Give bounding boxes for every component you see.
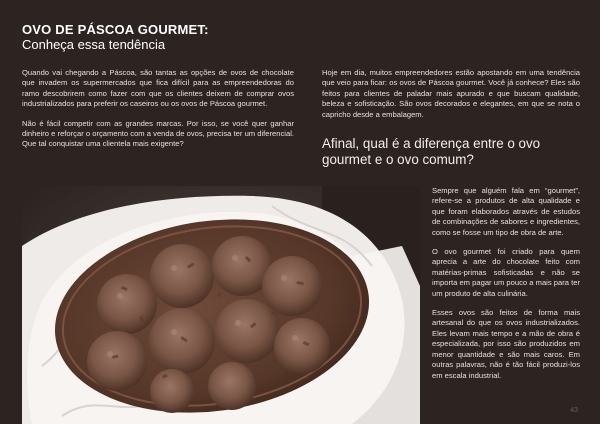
title-line-2: Conheça essa tendência [22,37,166,52]
left-paragraph-1: Quando vai chegando a Páscoa, são tantas as opções de ovos de chocolate que invadem os supermercados que fica difícil para as empreendedoras do ramo descobrirem como fazer com que os clientes deixem de comprar ovos industrializados para preferir os caseiros ou os ovos de Páscoa gourmet. [22,68,294,109]
right-paragraph-1: Hoje em dia, muitos empreendedores estão apostando em uma tendência que veio para ficar: os ovos de Páscoa gourmet. Você já conhece? Eles são feitos para clientes de paladar mais apurado e que buscam qualidade, beleza e sofisticação. São ovos decorados e elegantes, em que se nota o capricho desde a embalagem. [322,68,580,119]
left-paragraph-2: Não é fácil competir com as grandes marcas. Por isso, se você quer ganhar dinheiro e reforçar o orçamento com a venda de ovos, precisa ter um diferencial. Que tal conquistar uma clientela mais exigente? [22,118,294,149]
section-subheading: Afinal, qual é a diferença entre o ovo gourmet e o ovo comum? [322,136,541,167]
right-column-text [322,68,580,129]
third-paragraph-3: Esses ovos são feitos de forma mais artesanal do que os ovos industrializados. Eles levam mais tempo e a mão de obra é especializada, por isso são produzidos em menor quantidade e são mais caros. Em outras palavras, não é tão fácil produzi-los em escala industrial. [432,308,580,380]
easter-egg-photo [22,186,420,424]
page-number: 43 [570,407,578,414]
page-title [22,22,209,52]
third-paragraph-2: O ovo gourmet foi criado para quem aprecia a arte do chocolate feito com matérias-primas sofisticadas e não se importa em pagar um pouco a mais para ter um produto de alta culinária. [432,247,580,298]
title-line-1: OVO DE PÁSCOA GOURMET: [22,22,209,37]
easter-egg-illustration [22,186,420,424]
left-column-text [22,68,294,159]
third-paragraph-1: Sempre que alguém fala em “gourmet”, refere-se a produtos de alta qualidade e que foram elaborados através de estudos de combinações de sabores e ingredientes, como se fosse um tipo de obra de arte. [432,186,580,237]
third-column-text [432,186,580,390]
